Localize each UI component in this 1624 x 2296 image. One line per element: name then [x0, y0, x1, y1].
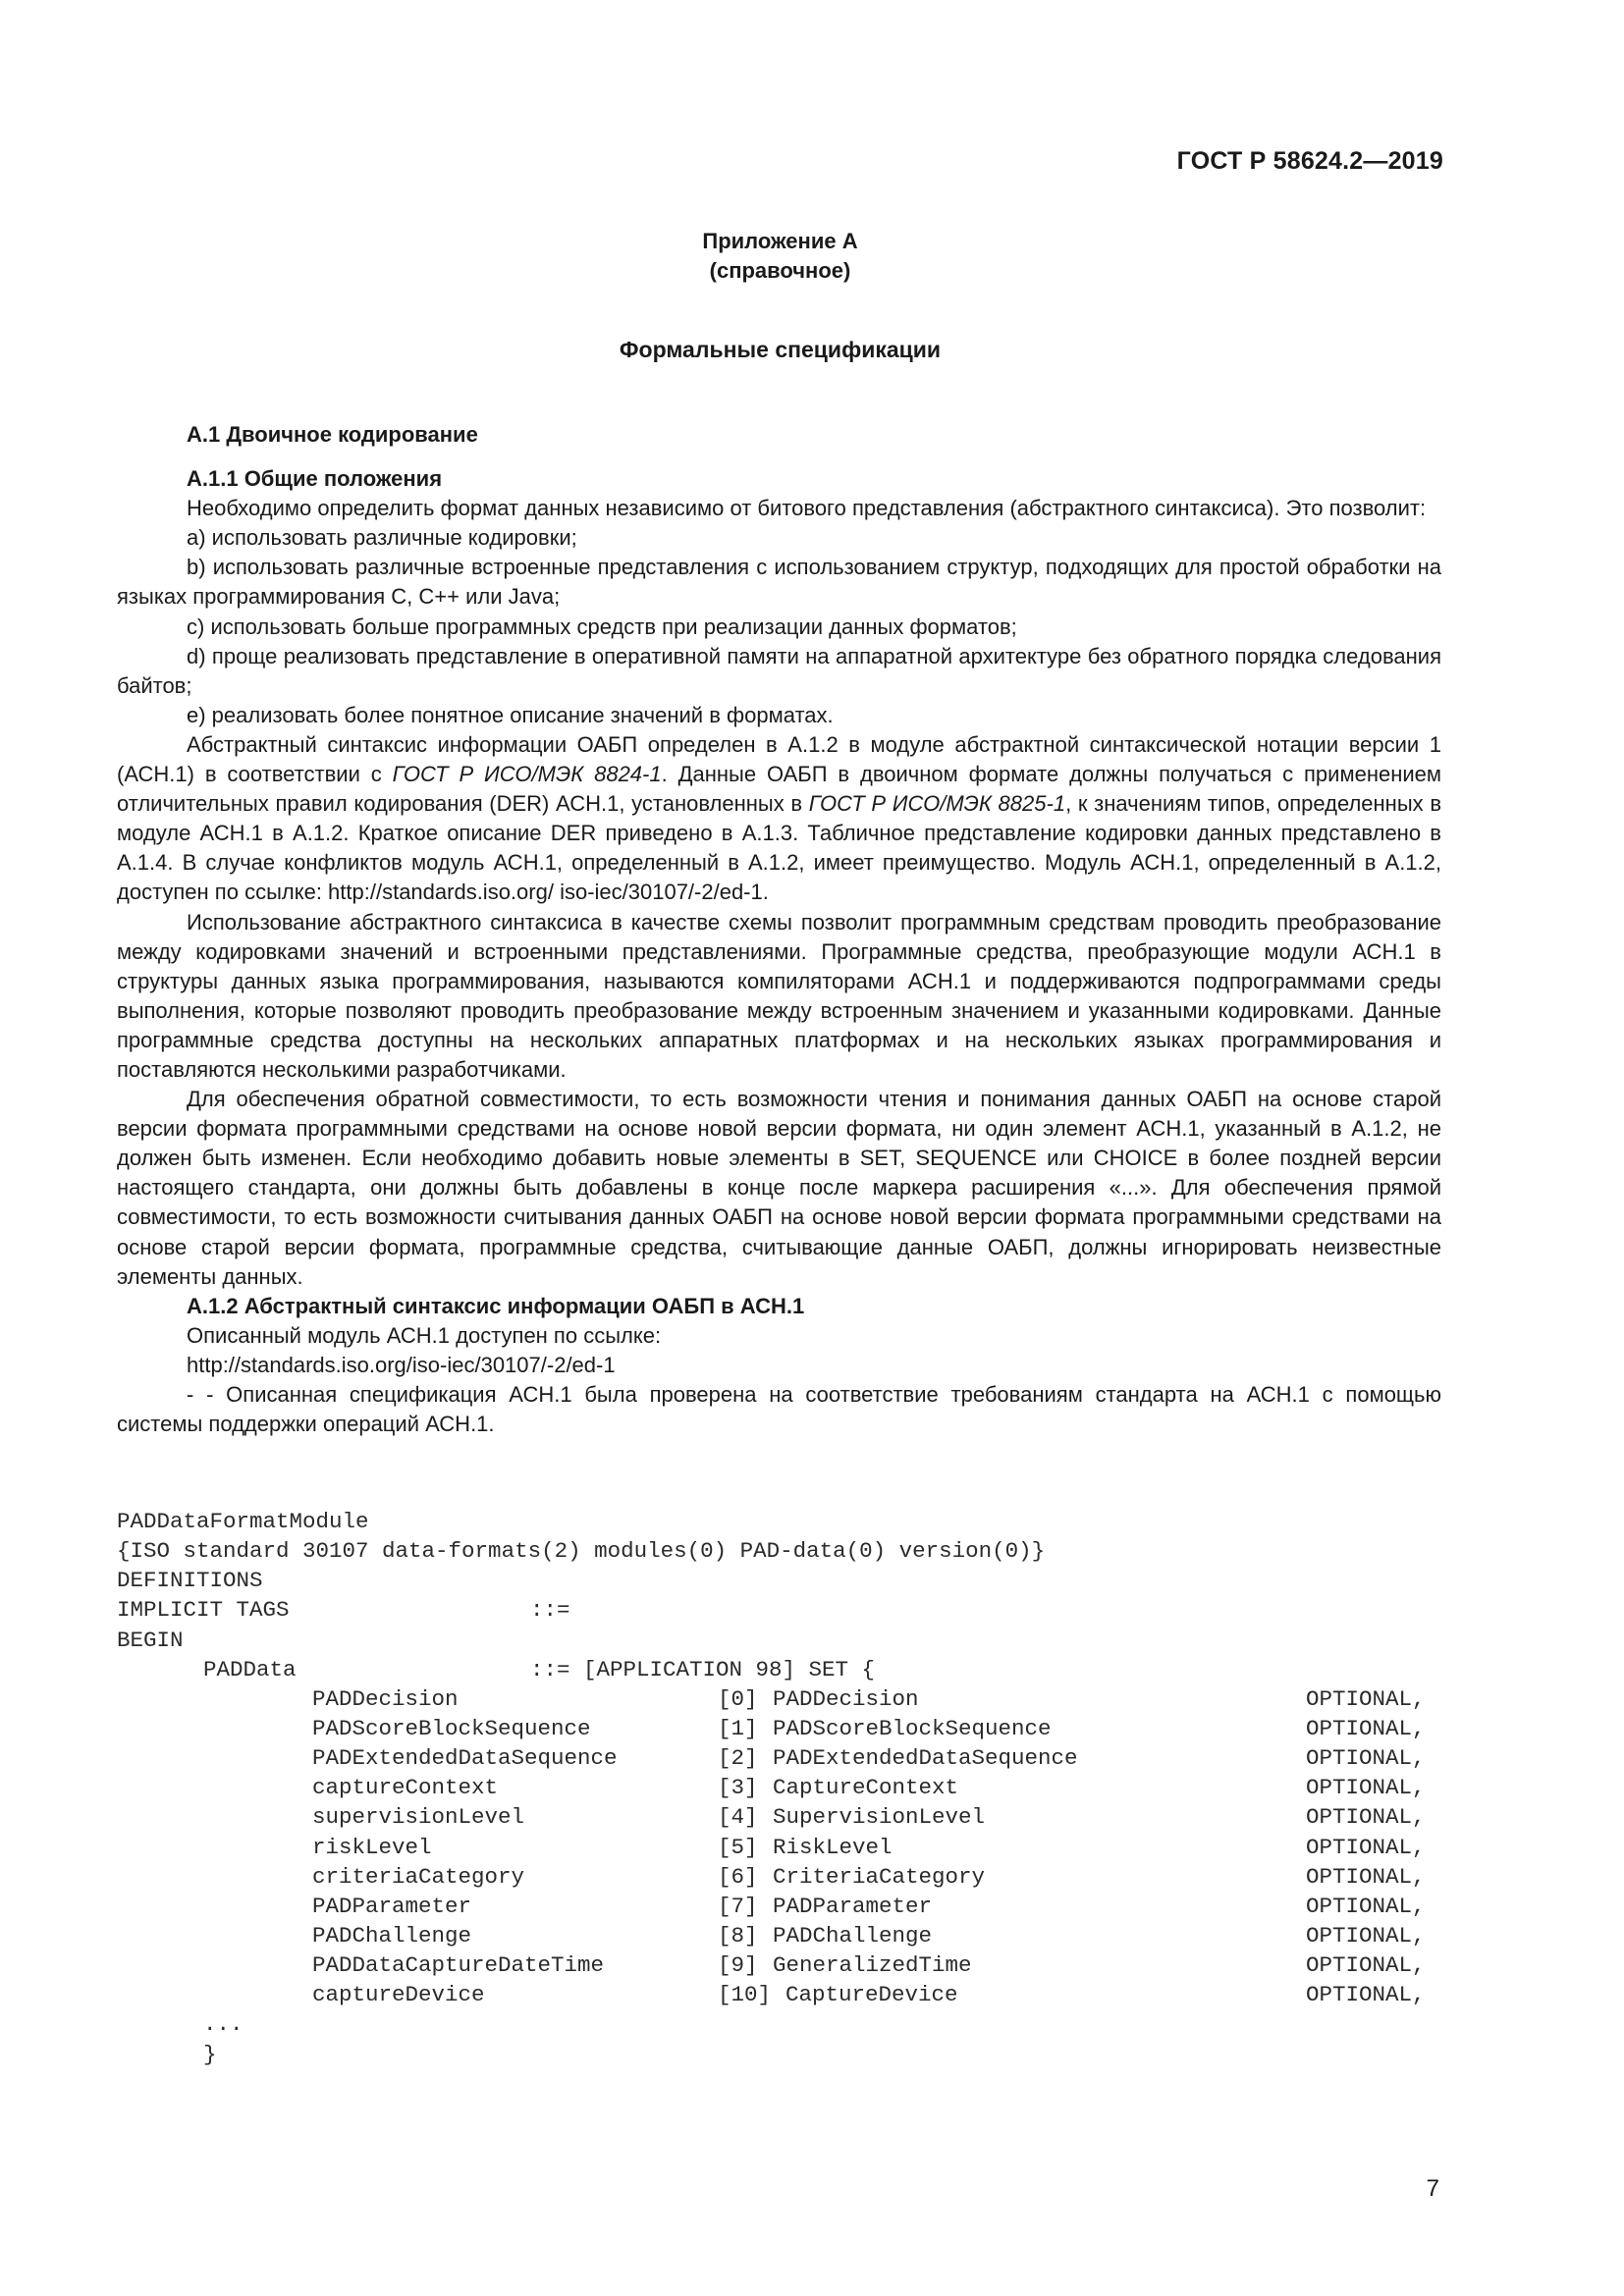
code-implicit-tags: IMPLICIT TAGS — [117, 1597, 290, 1624]
text-run: , к значениям типов, определенных в модуле АСН.1 в А.1.2. Краткое описание DER приведено в А.1.3. Табличное представление кодировки данных представлено в А.1.4. В случае конфликтов модуль АСН.1, определенный в А.1.2, имеет преимущество. Модуль АСН.1, определенный в А.1.2, доступен по ссылке: http://standards.iso.org/ iso-iec/30107/-2/ed-1. — [117, 791, 1442, 905]
code-type-def: ::= [APPLICATION 98] SET { — [530, 1656, 876, 1682]
heading-a1: А.1 Двоичное кодирование — [187, 422, 478, 447]
list-item-a: а) использовать различные кодировки; — [187, 525, 577, 551]
paragraph-abstract-syntax — [117, 730, 1441, 908]
code-line — [117, 1595, 1452, 1625]
code-field-name: captureContext — [312, 1775, 499, 1801]
code-field-optional: OPTIONAL, — [1306, 1893, 1426, 1919]
code-field-row — [117, 1892, 1452, 1921]
code-field-optional: OPTIONAL, — [1306, 1745, 1426, 1772]
code-definitions: DEFINITIONS — [117, 1568, 263, 1594]
code-line — [117, 1655, 1452, 1684]
code-field-row — [117, 1921, 1452, 1950]
code-field-name: PADScoreBlockSequence — [312, 1715, 591, 1741]
code-field-type: CaptureDevice — [785, 1982, 958, 2008]
paragraph-intro: Необходимо определить формат данных независимо от битового представления (абстрактного синтаксиса). Это позволит: — [187, 496, 1427, 521]
list-item-e: е) реализовать более понятное описание значений в форматах. — [187, 702, 834, 727]
reference-gost-8825: ГОСТ Р ИСО/МЭК 8825-1 — [808, 791, 1066, 817]
list-item-b: b) использовать различные встроенные представления с использованием структур, подходящих для простой обработки на языках программирования С, С++ или Java; — [117, 555, 1441, 610]
code-field-name: PADChallenge — [312, 1922, 472, 1949]
code-field-optional: OPTIONAL, — [1306, 1863, 1426, 1890]
code-field-optional: OPTIONAL, — [1306, 1804, 1426, 1831]
code-field-name: riskLevel — [312, 1834, 432, 1860]
code-field-row — [117, 1950, 1452, 1980]
paragraph-usage: Использование абстрактного синтаксиса в качестве схемы позволит программным средствам проводить преобразование между кодировками значений и встроенными представлениями. Программные средства, преобразующие модули АСН.1 в структуры данных языка программирования, называются компиляторами АСН.1 и поддерживаются подпрограммами среды выполнения, которые позволяют проводить преобразование между встроенным значением и указанными кодировками. Данные программные средства доступны на нескольких аппаратных платформах и на нескольких языках программирования и поставляются несколькими разработчиками. — [117, 909, 1441, 1082]
code-field-optional: OPTIONAL, — [1306, 1775, 1426, 1801]
code-field-type: PADExtendedDataSequence — [773, 1745, 1078, 1772]
code-field-type: CaptureContext — [773, 1775, 959, 1801]
code-field-optional: OPTIONAL, — [1306, 1715, 1426, 1741]
code-assign: ::= — [530, 1597, 570, 1624]
annex-title: Приложение А — [702, 229, 858, 253]
code-field-optional: OPTIONAL, — [1306, 1922, 1426, 1949]
code-field-row — [117, 1980, 1452, 2009]
code-field-tag: [7] — [718, 1893, 758, 1919]
code-field-tag: [6] — [718, 1863, 758, 1890]
section-title: Формальные спецификации — [619, 337, 942, 362]
code-line — [117, 2009, 1452, 2039]
code-line — [117, 1626, 1452, 1655]
module-url: http://standards.iso.org/iso-iec/30107/-2/ed-1 — [187, 1352, 616, 1377]
code-field-name: criteriaCategory — [312, 1863, 525, 1890]
code-field-name: supervisionLevel — [312, 1804, 525, 1831]
code-field-row — [117, 1684, 1452, 1714]
code-field-type: PADParameter — [773, 1893, 933, 1919]
code-field-type: CriteriaCategory — [773, 1863, 986, 1890]
code-field-name: PADExtendedDataSequence — [312, 1745, 618, 1772]
code-ellipsis: ... — [203, 2011, 244, 2038]
code-line — [117, 1566, 1452, 1595]
code-field-type: SupervisionLevel — [773, 1804, 986, 1831]
code-module-name: PADDataFormatModule — [117, 1509, 369, 1534]
code-field-row — [117, 1714, 1452, 1743]
list-item-d: d) проще реализовать представление в оперативной памяти на аппаратной архитектуре без обратного порядка следования байтов; — [117, 643, 1441, 698]
code-field-tag: [9] — [718, 1952, 758, 1979]
code-type-name: PADData — [203, 1656, 297, 1682]
code-field-tag: [0] — [718, 1685, 758, 1712]
code-field-row — [117, 1773, 1452, 1802]
code-field-optional: OPTIONAL, — [1306, 1952, 1426, 1979]
standard-header: ГОСТ Р 58624.2—2019 — [1176, 147, 1443, 175]
paragraph-compatibility: Для обеспечения обратной совместимости, то есть возможности чтения и понимания данных ОАБП на основе старой версии формата программными средствами на основе новой версии формата, ни один элемент АСН.1, указанный в А.1.2, не должен быть изменен. Если необходимо добавить новые элементы в SET, SEQUENCE или CHOICE в более поздней версии настоящего стандарта, они должны быть добавлены в конце после маркера расширения «...». Для обеспечения прямой совместимости, то есть возможности считывания данных ОАБП на основе новой версии формата программными средствами на основе старой версии формата, программные средства, считывающие данные ОАБП, должны игнорировать неизвестные элементы данных. — [117, 1087, 1441, 1289]
text-run: . Данные ОАБП в двоичном формате должны получаться с применением отличительных правил кодирования (DER) АСН.1, установленных в — [117, 762, 1441, 817]
heading-a1-2: А.1.2 Абстрактный синтаксис информации ОАБП в АСН.1 — [187, 1293, 805, 1318]
code-field-optional: OPTIONAL, — [1306, 1982, 1426, 2008]
code-field-type: PADDecision — [773, 1685, 919, 1712]
code-field-tag: [10] — [718, 1982, 772, 2008]
page-number: 7 — [1426, 2175, 1439, 2202]
code-field-name: captureDevice — [312, 1982, 485, 2008]
code-field-row — [117, 1833, 1452, 1862]
code-field-type: RiskLevel — [773, 1834, 893, 1860]
code-begin: BEGIN — [117, 1627, 184, 1653]
paragraph-verified: - - Описанная спецификация АСН.1 была проверена на соответствие требованиям стандарта на АСН.1 с помощью системы поддержки операций АСН.1. — [117, 1382, 1441, 1437]
list-item-c: с) использовать больше программных средств при реализации данных форматов; — [187, 614, 1017, 639]
code-field-tag: [2] — [718, 1745, 758, 1772]
code-field-row — [117, 1862, 1452, 1892]
body-text — [117, 420, 1441, 1439]
code-close-brace: } — [203, 2041, 217, 2067]
code-line — [117, 2040, 1452, 2069]
code-field-type: GeneralizedTime — [773, 1952, 972, 1979]
reference-gost-8824: ГОСТ Р ИСО/МЭК 8824-1 — [392, 762, 662, 787]
code-field-tag: [8] — [718, 1922, 758, 1949]
code-field-name: PADParameter — [312, 1893, 472, 1919]
annex-heading — [0, 227, 1560, 286]
code-field-tag: [1] — [718, 1715, 758, 1741]
code-field-name: PADDataCaptureDateTime — [312, 1952, 605, 1979]
code-oid: {ISO standard 30107 data-formats(2) modules(0) PAD-data(0) version(0)} — [117, 1538, 1046, 1565]
paragraph-module-available: Описанный модуль АСН.1 доступен по ссылке: — [187, 1322, 662, 1348]
code-line — [117, 1536, 1452, 1566]
code-field-tag: [4] — [718, 1804, 758, 1831]
code-field-tag: [5] — [718, 1834, 758, 1860]
code-field-name: PADDecision — [312, 1685, 459, 1712]
code-field-optional: OPTIONAL, — [1306, 1834, 1426, 1860]
code-field-row — [117, 1802, 1452, 1832]
code-line — [117, 1507, 1452, 1536]
heading-a1-1: А.1.1 Общие положения — [187, 466, 443, 492]
code-field-type: PADChallenge — [773, 1922, 933, 1949]
code-field-optional: OPTIONAL, — [1306, 1685, 1426, 1712]
code-field-type: PADScoreBlockSequence — [773, 1715, 1052, 1741]
code-field-tag: [3] — [718, 1775, 758, 1801]
code-fields — [117, 1684, 1452, 2010]
annex-subtitle: (справочное) — [709, 258, 851, 283]
asn1-code-block — [117, 1507, 1452, 2069]
code-field-row — [117, 1743, 1452, 1773]
text-run: Абстрактный синтаксис информации ОАБП определен в А.1.2 в модуле абстрактной синтаксической нотации версии 1 (АСН.1) в соответствии с — [117, 731, 1441, 787]
